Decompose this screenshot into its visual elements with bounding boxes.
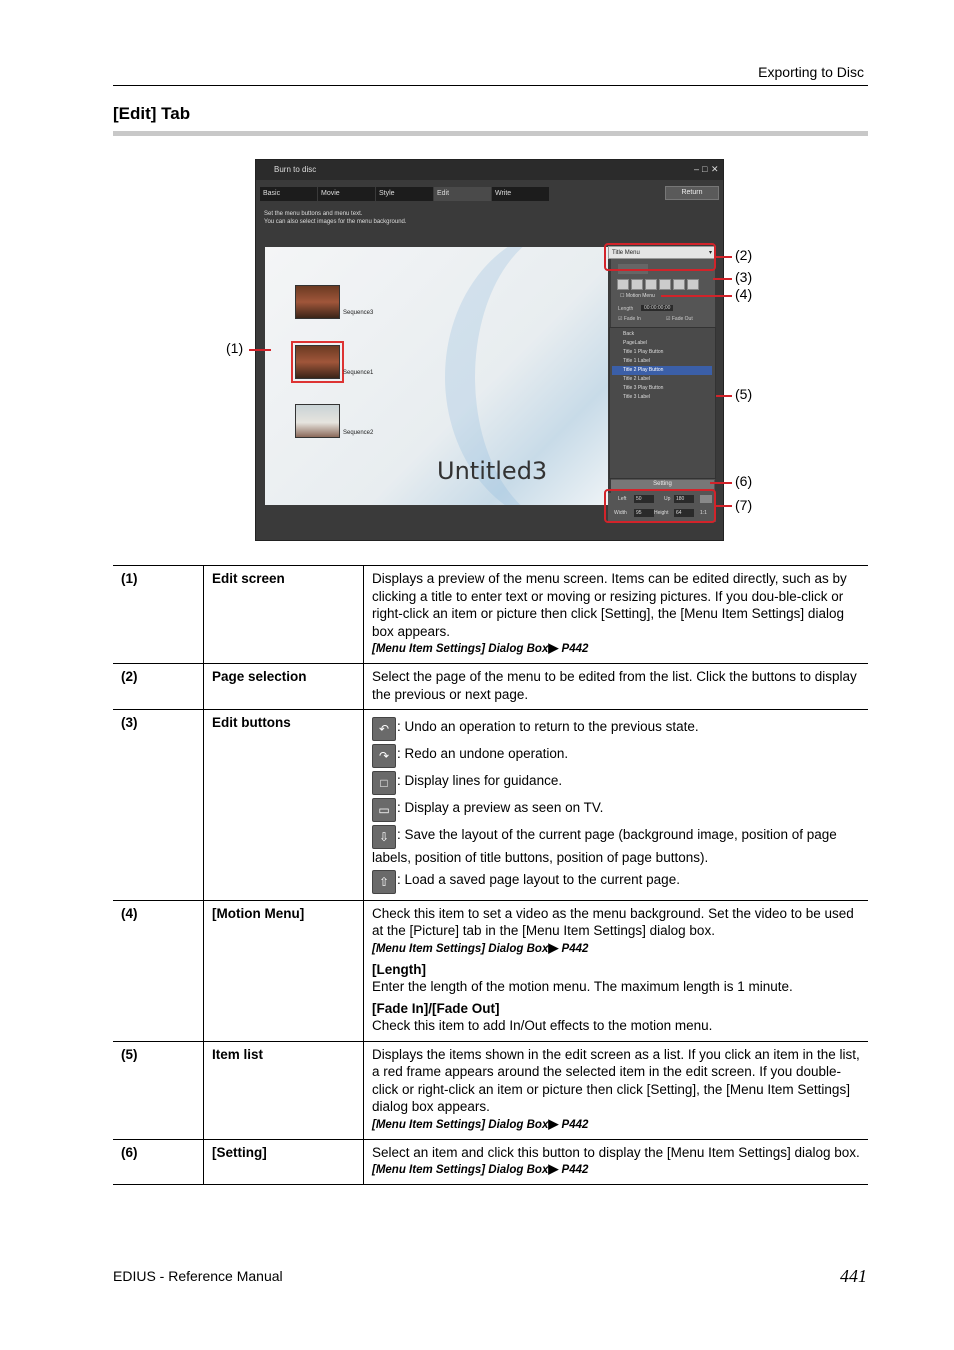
page-selection-value: Title Menu [612,250,640,256]
tv-preview-icon[interactable] [659,279,671,290]
cross-reference-link[interactable] [372,640,860,657]
leader-6 [710,482,732,484]
list-item[interactable]: Title 1 Label [623,358,651,364]
item-number: (1) [113,566,204,664]
load-layout-icon[interactable] [687,279,699,290]
setting-button[interactable]: Setting [611,480,714,489]
list-item[interactable]: Title 1 Play Button [623,349,664,355]
item-number: (4) [113,900,204,1041]
subheading-length: [Length] [372,961,426,977]
description-text: Displays the items shown in the edit screen as a list. If you click an item in the list, a red frame appears around the selected item in the edit screen. If you double-click or right-click an item or picture then click [Setting], the [Menu Item Settings] dialog box appears. [372,1046,860,1114]
item-number: (2) [113,664,204,710]
item-number: (6) [113,1139,204,1185]
fade-in-checkbox[interactable]: ☑ Fade In [618,316,641,322]
running-head: Exporting to Disc [758,64,864,80]
list-item[interactable]: PageLabel [623,340,647,346]
callout-box-7 [604,489,716,523]
info-line-2: You can also select images for the menu background. [264,219,407,225]
section-title: [Edit] Tab [113,104,191,123]
callout-4: (4) [735,286,753,302]
callout-3: (3) [735,269,753,285]
minimize-icon[interactable]: – [694,164,700,174]
item-description [364,1041,869,1139]
icon-description: : Display lines for guidance. [397,773,563,788]
undo-icon: ↶ [372,717,396,741]
ratio-button[interactable]: 1:1 [700,510,707,516]
redo-icon[interactable] [631,279,643,290]
description-text: Check this item to set a video as the menu background. Set the video to be used at the [Picture] tab in the [Menu Item Settings] dialog box. [372,905,854,938]
sequence-label[interactable]: Sequence1 [343,370,374,376]
edit-button-entry [372,870,860,894]
edit-button-entry [372,717,860,741]
arrow-icon: ▶ [548,1115,559,1131]
list-item[interactable]: Title 2 Play Button [612,366,712,375]
item-name: Page selection [204,664,364,710]
item-description [364,710,869,901]
item-name: Item list [204,1041,364,1139]
item-name: Edit buttons [204,710,364,901]
callout-6: (6) [735,473,753,489]
leader-3 [713,278,732,280]
title-rule [113,131,868,136]
subheading-fade: [Fade In]/[Fade Out] [372,1000,500,1016]
ref-text: [Menu Item Settings] Dialog Box [372,942,549,955]
leader-1 [249,349,271,351]
callout-1: (1) [226,340,244,356]
return-button[interactable]: Return [665,186,719,200]
left-label: Left [618,496,627,502]
ref-page: P442 [561,1164,589,1176]
item-name: [Setting] [204,1139,364,1185]
table-row [113,900,868,1041]
arrow-icon: ▶ [548,1161,559,1176]
ref-text: [Menu Item Settings] Dialog Box [372,1164,549,1176]
window-titlebar [256,160,723,180]
ref-page: P442 [561,1118,589,1131]
item-description [364,566,869,664]
item-list[interactable] [609,327,716,479]
thumbnail-sequence3[interactable] [295,285,340,319]
redo-icon: ↷ [372,744,396,768]
burn-to-disc-screenshot [255,159,724,541]
length-label: Length [618,306,634,312]
arrow-icon: ▶ [548,939,559,955]
page-number: 441 [840,1266,867,1286]
table-row [113,1139,868,1185]
left-field[interactable]: 50 [634,495,654,503]
edit-button-entry [372,744,860,768]
callout-5: (5) [735,386,753,402]
table-row [113,710,868,901]
motion-menu-label: Motion Menu [625,293,655,299]
height-field[interactable]: 64 [674,509,694,517]
guide-lines-icon[interactable] [645,279,657,290]
icon-description: : Redo an undone operation. [397,746,569,761]
width-label: Width [614,510,627,516]
sequence-label[interactable]: Sequence3 [343,310,374,316]
height-label: Height [654,510,669,516]
cross-reference-link[interactable] [372,940,860,957]
icon-description: : Save the layout of the current page (background image, position of page labels, position of title buttons, position of page buttons). [372,827,837,865]
leader-4 [661,295,732,297]
edit-screen[interactable] [265,247,608,505]
icon-description: : Load a saved page layout to the current page. [397,871,680,887]
item-description [364,900,869,1041]
callout-2: (2) [735,247,753,263]
footer-title: EDIUS - Reference Manual [113,1268,283,1284]
item-name: Edit screen [204,566,364,664]
tab-movie[interactable]: Movie [318,187,375,201]
ref-text: [Menu Item Settings] Dialog Box [372,1118,549,1131]
edit-button-entry [372,825,860,867]
leader-5 [716,395,732,397]
motion-menu-checkbox[interactable]: ☐ Motion Menu [620,293,655,299]
edit-button-entry [372,798,860,822]
undo-icon[interactable] [617,279,629,290]
info-text [264,210,407,226]
up-field[interactable]: 180 [674,495,694,503]
thumbnail-sequence2[interactable] [295,404,340,438]
ref-page: P442 [561,942,589,955]
item-number: (3) [113,710,204,901]
maximize-icon[interactable]: □ [702,164,708,174]
ref-text: [Menu Item Settings] Dialog Box [372,643,549,655]
description-text: Displays a preview of the menu screen. Items can be edited directly, such as by clicking a title to enter text or moving or resizing pictures. If you dou-ble-click or right-click an item or picture then click [Setting], the [Menu Item Settings] dialog box appears. [372,571,847,639]
cross-reference-link[interactable] [372,1116,860,1133]
width-field[interactable]: 95 [634,509,654,517]
subheading-text: Check this item to add In/Out effects to the motion menu. [372,1018,713,1033]
subheading-text: Enter the length of the motion menu. The maximum length is 1 minute. [372,979,793,994]
item-description: Select the page of the menu to be edited from the list. Click the buttons to display the previous or next page. [364,664,869,710]
list-item[interactable]: Back [623,331,635,337]
tv-preview-icon: ▭ [372,798,396,822]
arrow-icon: ▶ [548,640,559,655]
sequence-label[interactable]: Sequence2 [343,430,374,436]
header-rule [113,85,868,86]
ref-page: P442 [561,643,589,655]
save-layout-icon: ⇩ [372,825,396,849]
length-field[interactable]: 00:00:00;00 [641,305,673,311]
leader-7 [716,505,732,507]
edit-button-entry [372,771,860,795]
table-row [113,664,868,710]
chevron-down-icon: ▾ [708,250,712,256]
list-item[interactable]: Title 2 Label [623,376,651,382]
callout-7: (7) [735,497,753,513]
fade-in-label: Fade In [623,316,641,322]
tab-basic[interactable]: Basic [260,187,317,201]
info-line-1: Set the menu buttons and menu text. [264,211,363,217]
list-item[interactable]: Title 3 Play Button [623,385,664,391]
item-number: (5) [113,1041,204,1139]
table-row [113,566,868,664]
leader-2 [716,256,732,258]
fade-out-label: Fade Out [671,316,693,322]
fade-out-checkbox[interactable]: ☑ Fade Out [666,316,693,322]
tab-style[interactable]: Style [376,187,433,201]
guide-lines-icon: □ [372,771,396,795]
callout-box-2 [604,243,716,271]
list-item[interactable]: Title 3 Label [623,394,651,400]
description-text: Select an item and click this button to display the [Menu Item Settings] dialog box. [372,1144,860,1160]
table-row [113,1041,868,1139]
load-layout-icon: ⇧ [372,870,396,894]
thumbnail-sequence1[interactable] [295,345,340,379]
up-label: Up [664,496,671,502]
icon-description: : Undo an operation to return to the previous state. [397,719,699,734]
save-layout-icon[interactable] [673,279,685,290]
item-name: [Motion Menu] [204,900,364,1041]
menu-title[interactable]: Untitled3 [437,457,548,485]
close-icon[interactable]: ✕ [711,164,719,174]
icon-description: : Display a preview as seen on TV. [397,800,604,815]
tab-edit[interactable]: Edit [434,187,491,201]
tab-write[interactable]: Write [492,187,549,201]
cross-reference-link[interactable] [372,1161,860,1178]
item-description [364,1139,869,1185]
description-table [113,565,868,1185]
window-title: Burn to disc [274,165,317,174]
